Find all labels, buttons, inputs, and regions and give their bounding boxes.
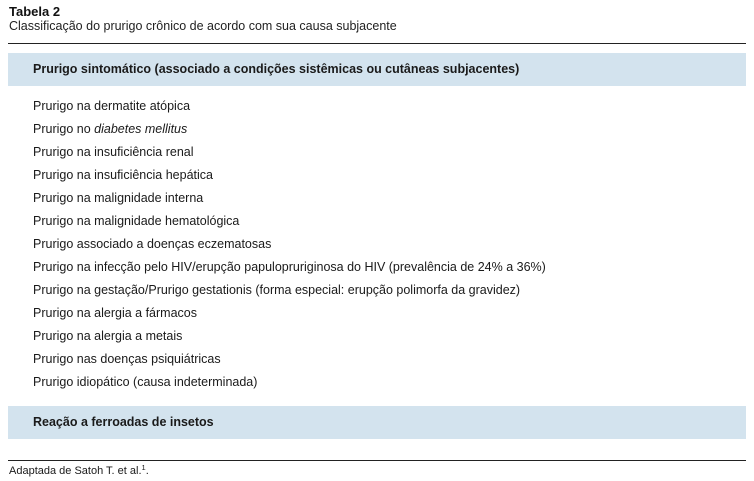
footnote <box>9 464 149 478</box>
condition-list <box>33 95 546 394</box>
list-item: Prurigo na dermatite atópica <box>33 99 191 113</box>
top-rule <box>8 43 746 44</box>
list-item: Prurigo associado a doenças eczematosas <box>33 237 272 251</box>
list-item: Prurigo na insuficiência hepática <box>33 168 213 182</box>
table-subtitle: Classificação do prurigo crônico de acordo com sua causa subjacente <box>9 19 397 33</box>
table-title: Tabela 2 <box>9 4 61 19</box>
list-item: Prurigo na gestação/Prurigo gestationis (forma especial: erupção polimorfa da gravidez) <box>33 283 521 297</box>
section-label: Reação a ferroadas de insetos <box>33 415 214 429</box>
list-item: Prurigo na infecção pelo HIV/erupção papulopruriginosa do HIV (prevalência de 24% a 36%) <box>33 260 546 274</box>
list-item: Prurigo na malignidade hematológica <box>33 214 240 228</box>
list-item: Prurigo na insuficiência renal <box>33 145 194 159</box>
section-header-insect-bites <box>8 406 746 439</box>
list-item: Prurigo na alergia a metais <box>33 329 183 343</box>
bottom-rule <box>8 460 746 461</box>
list-item-prefix: Prurigo no <box>33 122 95 136</box>
list-item-emphasis: diabetes mellitus <box>94 122 188 136</box>
section-header-symptomatic <box>8 53 746 86</box>
section-label: Prurigo sintomático (associado a condições sistêmicas ou cutâneas subjacentes) <box>33 62 520 76</box>
footnote-reference: 1 <box>141 463 146 472</box>
footnote-suffix: . <box>145 465 149 477</box>
list-item: Prurigo na malignidade interna <box>33 191 204 205</box>
list-item: Prurigo idiopático (causa indeterminada) <box>33 375 258 389</box>
list-item <box>33 118 546 141</box>
list-item: Prurigo nas doenças psiquiátricas <box>33 352 221 366</box>
footnote-text: Adaptada de Satoh T. et al. <box>9 465 142 477</box>
list-item: Prurigo na alergia a fármacos <box>33 306 197 320</box>
